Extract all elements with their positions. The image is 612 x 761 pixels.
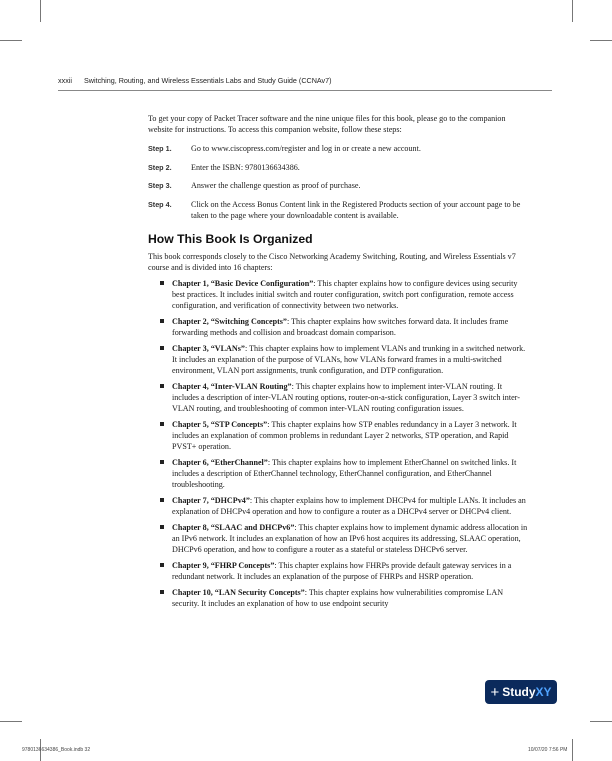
chapter-item xyxy=(160,522,528,555)
running-title: Switching, Routing, and Wireless Essentials Labs and Study Guide (CCNAv7) xyxy=(83,76,332,85)
plus-icon: + xyxy=(490,683,500,701)
chapter-title: Chapter 10, “LAN Security Concepts” xyxy=(172,587,305,597)
studyxy-watermark xyxy=(485,680,557,704)
footer-timestamp: 10/07/20 7:56 PM xyxy=(528,747,568,753)
chapter-title: Chapter 4, “Inter-VLAN Routing” xyxy=(172,381,292,391)
steps-list xyxy=(148,143,528,221)
chapter-title: Chapter 9, “FHRP Concepts” xyxy=(172,560,275,570)
chapter-item xyxy=(160,495,528,517)
chapter-description: : This chapter explains how switches forward data. It includes frame forwarding methods and collision and broadcast domain comparison. xyxy=(172,316,509,337)
chapter-item xyxy=(160,316,528,338)
step-item xyxy=(148,199,528,221)
bullet-icon xyxy=(160,498,164,502)
chapter-title: Chapter 1, “Basic Device Configuration” xyxy=(172,278,314,288)
chapter-title: Chapter 8, “SLAAC and DHCPv6” xyxy=(172,522,295,532)
chapter-description: : This chapter explains how FHRPs provide default gateway services in a redundant network. It includes an explanation of the purpose of FHRPs and HSRP operation. xyxy=(172,560,512,581)
chapter-list xyxy=(148,278,528,609)
step-item xyxy=(148,180,528,191)
crop-mark xyxy=(0,40,22,41)
step-item xyxy=(148,162,528,173)
chapter-item xyxy=(160,457,528,490)
bullet-icon xyxy=(160,384,164,388)
chapter-description: : This chapter explains how to implement dynamic address allocation in an IPv6 network. It includes an explanation of how an IPv6 host acquires its addressing, SLAAC operation, DHCPv6 operation, and how to configure a router as a stateful or stateless DHCPv6 server. xyxy=(172,522,528,554)
crop-mark xyxy=(572,739,573,761)
chapter-item xyxy=(160,419,528,452)
header-rule xyxy=(58,90,552,91)
step-text: Click on the Access Bonus Content link in the Registered Products section of your account page to be taken to the page where your downloadable content is available. xyxy=(191,199,521,220)
chapter-item xyxy=(160,343,528,376)
page-body xyxy=(148,113,528,614)
chapter-item xyxy=(160,560,528,582)
watermark-text: StudyXY xyxy=(502,685,552,699)
footer-file-name: 9780136634386_Book.indb 32 xyxy=(22,747,91,753)
chapter-title: Chapter 7, “DHCPv4” xyxy=(172,495,250,505)
chapter-description: : This chapter explains how to implement inter-VLAN routing. It includes a description of inter-VLAN routing options, router-on-a-stick configuration, Layer 3 switch inter-VLAN routing, and troubleshooting of common inter-VLAN routing configuration issues. xyxy=(172,381,520,413)
bullet-icon xyxy=(160,525,164,529)
step-label: Step 4. xyxy=(148,199,172,209)
chapter-description: : This chapter explains how STP enables redundancy in a Layer 3 network. It includes an explanation of common problems in redundant Layer 2 networks, STP operation, and Rapid PVST+ operation. xyxy=(172,419,517,451)
crop-mark xyxy=(590,721,612,722)
chapter-description: : This chapter explains how to implement VLANs and trunking in a switched network. It includes an explanation of the purpose of VLANs, how VLANs forward frames in a multi-switched environment, VLAN port assignments, trunk configuration, and DTP configuration. xyxy=(172,343,526,375)
bullet-icon xyxy=(160,281,164,285)
step-label: Step 2. xyxy=(148,162,172,172)
bullet-icon xyxy=(160,590,164,594)
step-text: Enter the ISBN: 9780136634386. xyxy=(191,162,300,172)
chapter-description: : This chapter explains how to configure devices using security best practices. It includes initial switch and router configuration, switch port configuration, remote access configuration, and verification of connectivity between two networks. xyxy=(172,278,518,310)
chapter-item xyxy=(160,381,528,414)
chapter-description: : This chapter explains how to implement EtherChannel on switched links. It includes a description of EtherChannel technology, EtherChannel configuration, and EtherChannel troubleshooting. xyxy=(172,457,517,489)
intro-paragraph: To get your copy of Packet Tracer software and the nine unique files for this book, please go to the companion website for instructions. To access this companion website, follow these steps: xyxy=(148,114,506,134)
chapter-description: : This chapter explains how to implement DHCPv4 for multiple LANs. It includes an explanation of DHCPv4 operation and how to configure a router as a DHCPv4 server or DHCPv4 client. xyxy=(172,495,526,516)
step-label: Step 1. xyxy=(148,144,172,153)
step-text: Answer the challenge question as proof of purchase. xyxy=(191,181,361,190)
bullet-icon xyxy=(160,346,164,350)
step-item xyxy=(148,143,528,154)
bullet-icon xyxy=(160,563,164,567)
step-text: Go to www.ciscopress.com/register and log in or create a new account. xyxy=(191,144,421,153)
chapter-item xyxy=(160,278,528,311)
chapter-title: Chapter 6, “EtherChannel” xyxy=(172,457,268,467)
chapter-title: Chapter 5, “STP Concepts” xyxy=(172,419,268,429)
bullet-icon xyxy=(160,319,164,323)
crop-mark xyxy=(0,721,22,722)
chapter-description: : This chapter explains how vulnerabilities compromise LAN security. It includes an explanation of how to use endpoint security xyxy=(172,587,504,608)
crop-mark xyxy=(572,0,573,22)
chapter-title: Chapter 3, “VLANs” xyxy=(172,343,245,353)
bullet-icon xyxy=(160,422,164,426)
crop-mark xyxy=(590,40,612,41)
section-paragraph: This book corresponds closely to the Cisco Networking Academy Switching, Routing, and Wireless Essentials v7 course and is divided into 16 chapters: xyxy=(148,251,516,272)
chapter-item xyxy=(160,587,528,609)
section-heading: How This Book Is Organized xyxy=(148,231,313,246)
chapter-title: Chapter 2, “Switching Concepts” xyxy=(172,316,287,326)
step-label: Step 3. xyxy=(148,181,172,190)
running-header xyxy=(58,76,332,85)
page-number: xxxii xyxy=(58,76,72,85)
bullet-icon xyxy=(160,460,164,464)
crop-mark xyxy=(40,0,41,22)
